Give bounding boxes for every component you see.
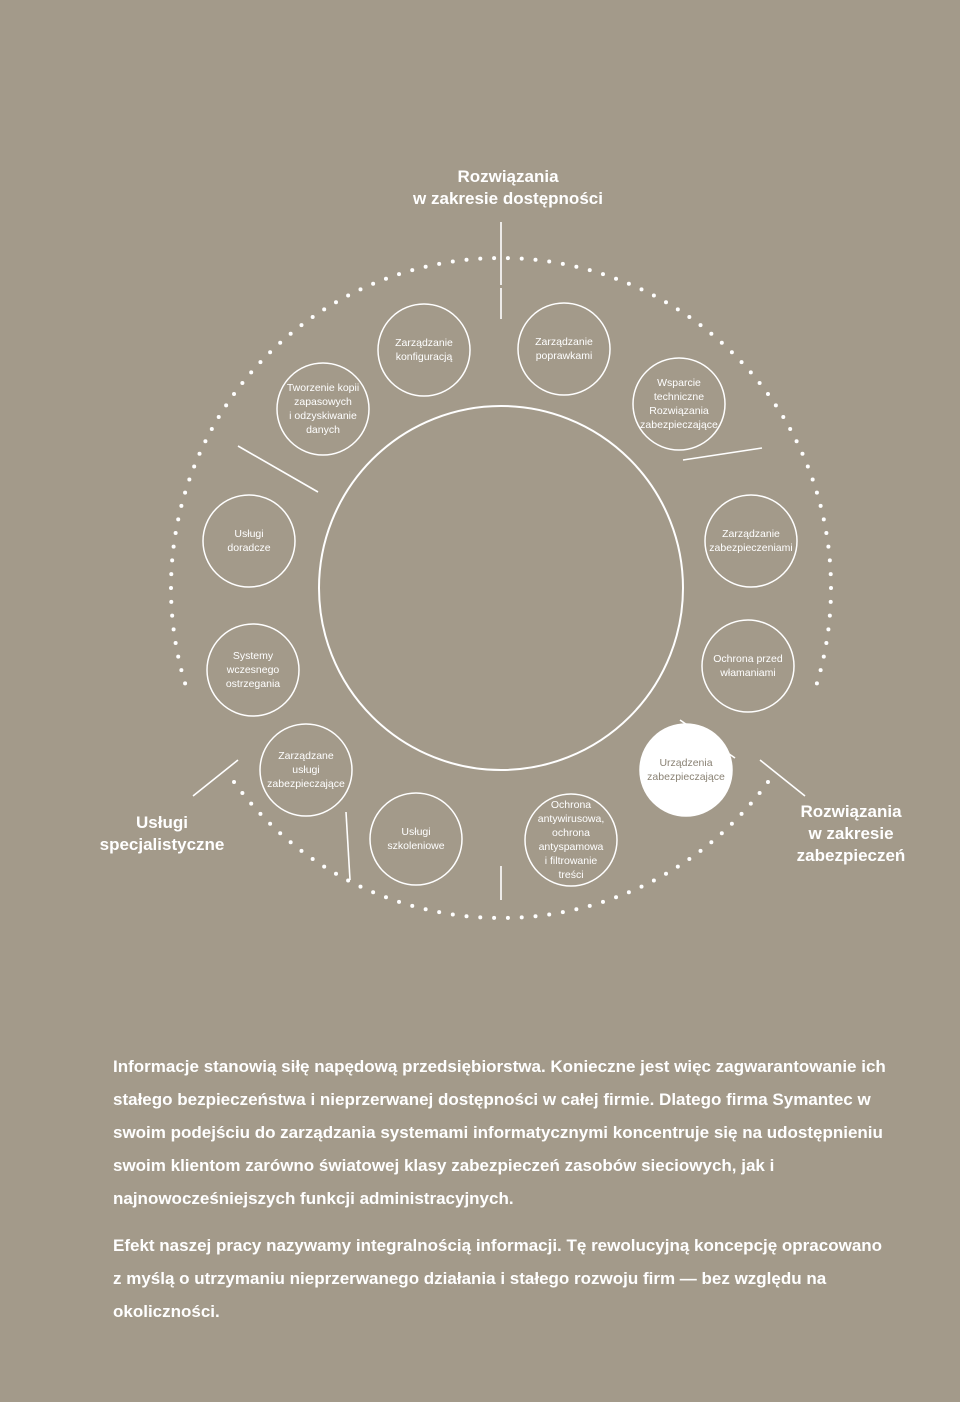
- dotted-ring: [169, 256, 833, 920]
- right-connector: [760, 760, 805, 796]
- node-label-9: Systemy wczesnego ostrzegania: [225, 650, 281, 690]
- right-group-label: Rozwiązania w zakresie zabezpieczeń: [796, 802, 906, 865]
- node-label-6: Ochrona antywirusowa, ochrona antyspamowa i filtrowanie treści: [537, 799, 605, 881]
- body-text: [113, 1050, 893, 1342]
- left-group-label: Usługi specjalistyczne: [99, 813, 225, 854]
- paragraph-1: Informacje stanowią siłę napędową przedsiębiorstwa. Konieczne jest więc zagwarantowanie ich stałego bezpieczeństwa i nieprzerwanej dostępności w całej firmie. Dlatego firma Symantec w swoim podejściu do zarządzania systemami informatycznymi koncentruje się na udostępnieniu swoim klientom zarówno światowej klasy zabezpieczeń zasobów sieciowych, jak i najnowocześniejszych funkcji administracyjnych.: [113, 1057, 886, 1208]
- node-label-4: Ochrona przed włamaniami: [713, 653, 783, 679]
- spoke-1: [683, 448, 762, 460]
- node-label-0: Zarządzanie konfiguracją: [395, 337, 453, 363]
- node-label-3: Zarządzanie zabezpieczeniami: [709, 528, 793, 554]
- node-label-8: Zarządzane usługi zabezpieczające: [267, 750, 345, 790]
- node-label-2: Wsparcie techniczne Rozwiązania zabezpieczające: [640, 377, 718, 431]
- paragraph-2: Efekt naszej pracy nazywamy integralnością informacji. Tę rewolucyjną koncepcję opracowano z myślą o utrzymaniu nieprzerwanego działania i stałego rozwoju firm — bez względu na okoliczności.: [113, 1236, 883, 1321]
- left-connector: [193, 760, 238, 796]
- node-label-1: Zarządzanie poprawkami: [535, 336, 593, 362]
- node-label-11: Tworzenie kopii zapasowych i odzyskiwanie danych: [286, 382, 360, 436]
- central-circle: [319, 406, 683, 770]
- spoke-5: [238, 446, 318, 492]
- node-label-5: Urządzenia zabezpieczające: [647, 757, 725, 783]
- top-group-label: Rozwiązania w zakresie dostępności: [413, 167, 603, 208]
- node-label-10: Usługi doradcze: [227, 528, 271, 554]
- node-label-7: Usługi szkoleniowe: [387, 826, 445, 852]
- spoke-4: [346, 812, 350, 880]
